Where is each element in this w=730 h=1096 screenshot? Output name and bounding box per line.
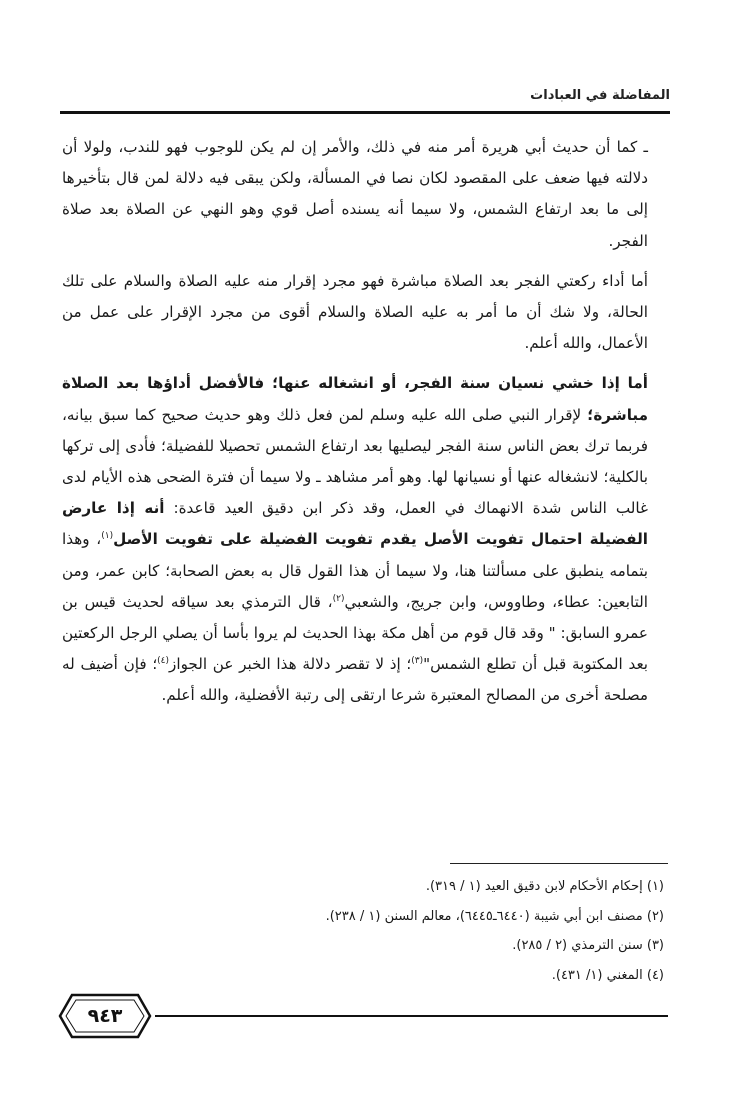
footnote-4: (٤) المغني (١/ ٤٣١). [551, 967, 664, 983]
footnotes [62, 872, 664, 990]
footnote-separator [450, 863, 668, 864]
footnote-2: (٢) مصنف ابن أبي شيبة (٦٤٤٠ـ٦٤٤٥)، معالم السنن (١ / ٢٣٨). [325, 908, 664, 924]
page-number: ٩٤٣ [87, 1005, 123, 1027]
bottom-rule [155, 1015, 668, 1017]
bold-phrase-1: أما إذا خشي نسيان سنة الفجر، أو انشغاله عنها؛ فالأفضل أداؤها بعد الصلاة مباشرة؛ [62, 374, 648, 424]
footnote-ref-2: (٢) [332, 593, 345, 604]
paragraph-3-part-d: ؛ إذ لا تقصر دلالة هذا الخبر عن الجواز [169, 655, 412, 674]
main-text [62, 132, 666, 712]
footnote-ref-4: (٤) [157, 656, 170, 667]
footnote-3: (٣) سنن الترمذي (٢ / ٢٨٥). [512, 938, 664, 953]
paragraph-2: أما أداء ركعتي الفجر بعد الصلاة مباشرة فهو مجرد إقرار منه عليه الصلاة والسلام على تلك الحالة، ولا شك أن ما أمر به عليه الصلاة والسلام أقوى من مجرد الإقرار على عمل من الأعمال، والله أعلم. [62, 271, 648, 353]
paragraph-3-part-b: ، وهذا بتمامه ينطبق على مسألتنا هنا، ولا سيما أن هذا القول قال به بعض الصحابة؛ كابن عمر، ومن التابعين: عطاء، وطاووس، وابن جريج، والشعبي [62, 530, 649, 611]
paragraph-3 [62, 368, 666, 711]
paragraph-3-part-c: ، قال الترمذي بعد سياقه لحديث قيس بن عمرو السابق: " وقد قال قوم من أهل مكة بهذا الحديث لم يروا بأسا أن يصلي الرجل الركعتين بعد المكتوبة قبل أن تطلع الشمس" [62, 592, 648, 674]
footnote-ref-3: (٣) [411, 656, 424, 667]
footnote-ref-1: (١) [101, 531, 114, 542]
paragraph-1: ـ كما أن حديث أبي هريرة أمر منه في ذلك، والأمر إن لم يكن للوجوب فهو للندب، ولولا أن دلالته فيها ضعف على المقصود لكان نصا في المسألة، ولكن يبقى فيه دلالة لمن قال بتأخيرها إلى ما بعد ارتفاع الشمس، ولا سيما أنه يسنده أصل قوي وهو النهي عن الصلاة بعد صلاة الفجر. [62, 138, 648, 250]
bold-phrase-2: أنه إذا عارض الفضيلة احتمال تفويت الأصل يقدم تفويت الفضيلة على تفويت الأصل [62, 499, 649, 549]
running-header: المفاضلة في العبادات [530, 88, 670, 103]
paragraph-3-part-a: لإقرار النبي صلى الله عليه وسلم لمن فعل ذلك وهو حديث صحيح كما سبق بيانه، فربما ترك بعض الناس سنة الفجر ليصليها بعد ارتفاع الشمس تحصيلا للفضيلة؛ فأدى إلى تركها بالكلية؛ لانشغاله عنها أو نسيانها لها. وهو أمر مشاهد ـ ولا سيما أن فترة الضحى هذه الأيام لدى غالب الناس شدة الانهماك في العمل، وقد ذكر ابن دقيق العيد قاعدة: [62, 405, 648, 518]
header-rule [60, 111, 670, 114]
footnote-1: (١) إحكام الأحكام لابن دقيق العيد (١ / ٣١٩). [425, 879, 664, 894]
page-number-badge [58, 992, 152, 1040]
paragraph-3-part-e: ؛ فإن أضيف له مصلحة أخرى من المصالح المعتبرة شرعا ارتقى إلى رتبة الأفضلية، والله أعلم. [62, 655, 648, 705]
